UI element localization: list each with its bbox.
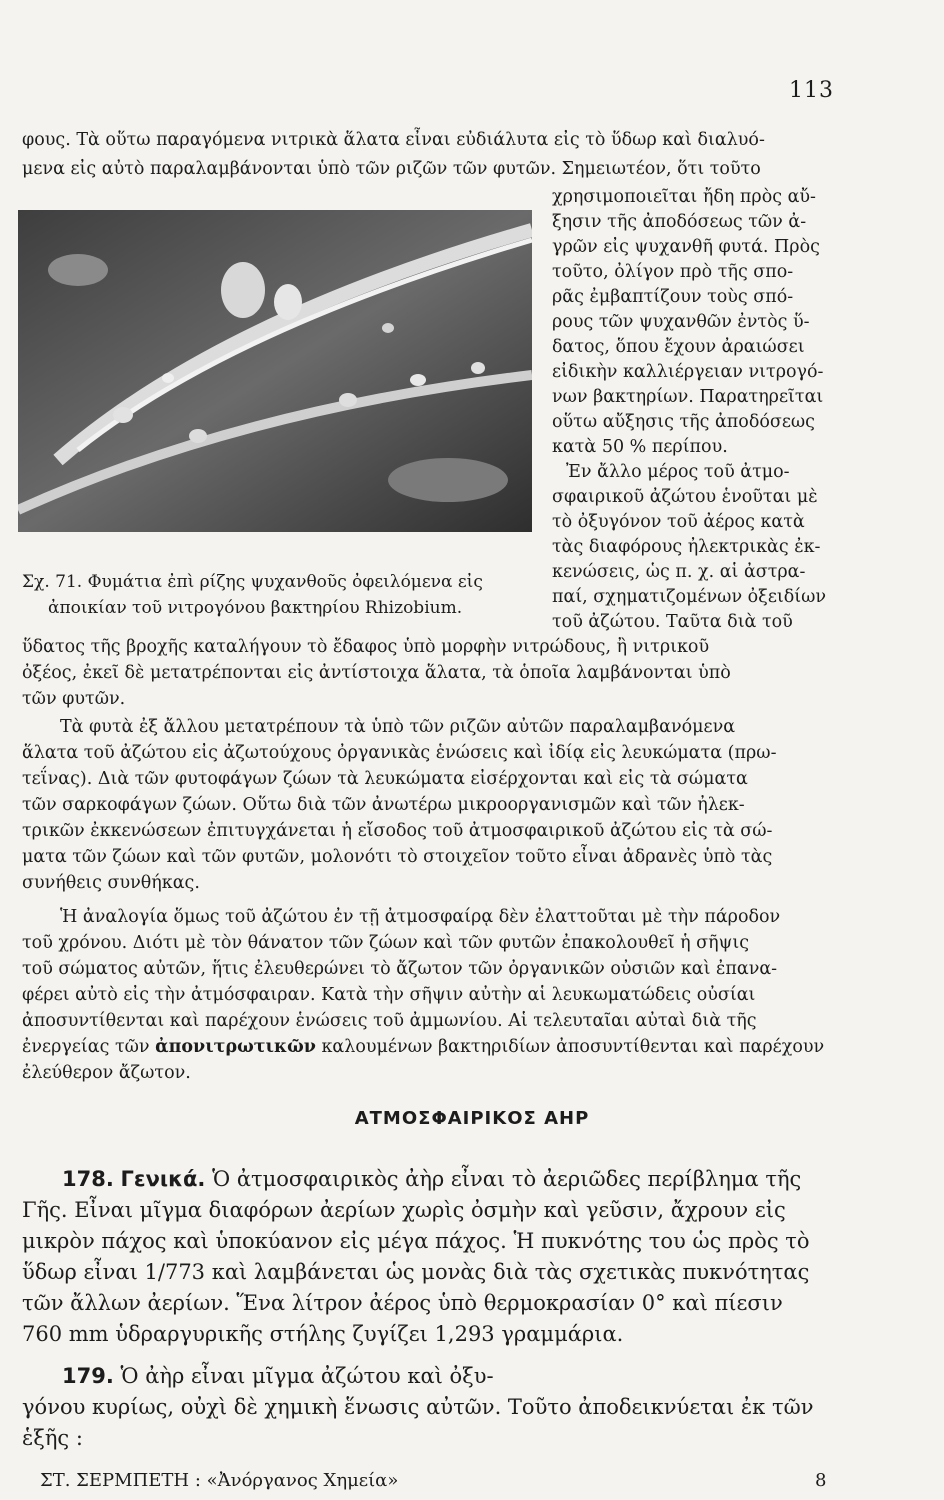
text-line: ἐλεύθερον ἄζωτον. bbox=[22, 1063, 191, 1083]
text-line: τὸ ὀξυγόνον τοῦ ἀέρος κατὰ bbox=[552, 512, 805, 532]
text-line: Τὰ φυτὰ ἐξ ἄλλου μετατρέπουν τὰ ὑπὸ τῶν ριζῶν αὐτῶν παραλαμβανόμενα bbox=[60, 717, 736, 737]
text-line: νων βακτηρίων. Παρατηρεῖται bbox=[552, 387, 824, 407]
figure-root-nodules-photo bbox=[18, 210, 532, 532]
text-line: παί, σχηματιζομένων ὀξειδίων bbox=[552, 587, 827, 607]
text-line bbox=[62, 1165, 801, 1193]
caption-line: Σχ. 71. Φυμάτια ἐπὶ ρίζης ψυχανθοῦς ὀφειλόμενα εἰς bbox=[22, 572, 483, 592]
text-line: φους. Τὰ οὕτω παραγόμενα νιτρικὰ ἅλατα εἶναι εὐδιάλυτα εἰς τὸ ὕδωρ καὶ διαλυό- bbox=[22, 130, 765, 150]
text-line: σφαιρικοῦ ἀζώτου ἑνοῦται μὲ bbox=[552, 487, 818, 507]
text-line: ὕδωρ εἶναι 1/773 καὶ λαμβάνεται ὡς μονὰς διὰ τὰς σχετικὰς πυκνότητας bbox=[22, 1260, 810, 1284]
text-line: κενώσεις, ὡς π. χ. αἱ ἀστρα- bbox=[552, 562, 806, 582]
text-line: τὰς διαφόρους ἠλεκτρικὰς ἐκ- bbox=[552, 537, 821, 557]
text-line: οὕτω αὔξησις τῆς ἀποδόσεως bbox=[552, 412, 815, 432]
text-span: καλουμένων βακτηριδίων ἀποσυντίθενται καὶ παρέχουν bbox=[315, 1037, 825, 1057]
caption-line: ἀποικίαν τοῦ νιτρογόνου βακτηρίου Rhizobium. bbox=[48, 598, 463, 618]
text-line: χρησιμοποιεῖται ἤδη πρὸς αὔ- bbox=[552, 187, 816, 207]
text-line: τῶν φυτῶν. bbox=[22, 689, 126, 709]
text-line: τοῦ χρόνου. Διότι μὲ τὸν θάνατον τῶν ζώων καὶ τῶν φυτῶν ἐπακολουθεῖ ἡ σῆψις bbox=[22, 933, 749, 953]
text-line: δατος, ὅπου ἔχουν ἀραιώσει bbox=[552, 337, 805, 357]
text-span: Ὁ ἀὴρ εἶναι μῖγμα ἀζώτου καὶ ὀξυ- bbox=[120, 1364, 494, 1388]
text-line: φέρει αὐτὸ εἰς τὴν ἀτμόσφαιραν. Κατὰ τὴν σῆψιν αὐτὴν αἱ λευκωματώδεις οὐσίαι bbox=[22, 985, 756, 1005]
section-heading: ΑΤΜΟΣΦΑΙΡΙΚΟΣ ΑΗΡ bbox=[354, 1108, 590, 1129]
text-line: ρους τῶν ψυχανθῶν ἐντὸς ὕ- bbox=[552, 312, 810, 332]
text-line: ἑξῆς : bbox=[22, 1426, 83, 1450]
page-number: 113 bbox=[789, 78, 834, 103]
footer-signature-number: 8 bbox=[815, 1470, 827, 1491]
text-line: 760 mm ὑδραργυρικῆς στήλης ζυγίζει 1,293 γραμμάρια. bbox=[22, 1322, 624, 1346]
text-line: τοῦ σώματος αὐτῶν, ἥτις ἐλευθερώνει τὸ ἄζωτον τῶν ὀργανικῶν οὐσιῶν καὶ ἐπανα- bbox=[22, 959, 778, 979]
text-line: τῶν σαρκοφάγων ζώων. Οὕτω διὰ τῶν ἀνωτέρω μικροοργανισμῶν καὶ τῶν ἠλεκ- bbox=[22, 795, 745, 815]
text-line: μικρὸν πάχος καὶ ὑποκύανον εἰς μέγα πάχος. Ἡ πυκνότης του ὡς πρὸς τὸ bbox=[22, 1229, 810, 1253]
text-span: Ὁ ἀτμοσφαιρικὸς ἀὴρ εἶναι τὸ ἀεριῶδες περίβλημα τῆς bbox=[212, 1167, 802, 1191]
text-line: ὕδατος τῆς βροχῆς καταλήγουν τὸ ἔδαφος ὑπὸ μορφὴν νιτρώδους, ἢ νιτρικοῦ bbox=[22, 637, 710, 657]
section-number: 179. bbox=[62, 1364, 114, 1388]
text-line: ξησιν τῆς ἀποδόσεως τῶν ἀ- bbox=[552, 212, 807, 232]
text-line: τοῦτο, ὀλίγον πρὸ τῆς σπο- bbox=[552, 262, 794, 282]
text-line: τῶν ἄλλων ἀερίων. Ἕνα λίτρον ἀέρος ὑπὸ θερμοκρασίαν 0° καὶ πίεσιν bbox=[22, 1291, 783, 1315]
text-line: Ἡ ἀναλογία ὅμως τοῦ ἀζώτου ἐν τῇ ἀτμοσφαίρᾳ δὲν ἐλαττοῦται μὲ τὴν πάροδον bbox=[60, 907, 781, 927]
bold-term: ἀπονιτρωτικῶν bbox=[155, 1037, 316, 1057]
text-line: τρικῶν ἐκκενώσεων ἐπιτυγχάνεται ἡ εἴσοδος τοῦ ἀτμοσφαιρικοῦ ἀζώτου εἰς τὰ σώ- bbox=[22, 821, 773, 841]
text-line: τοῦ ἀζώτου. Ταῦτα διὰ τοῦ bbox=[552, 612, 793, 632]
text-line: Γῆς. Εἶναι μῖγμα διαφόρων ἀερίων χωρὶς ὀσμὴν καὶ γεῦσιν, ἄχρουν εἰς bbox=[22, 1198, 786, 1222]
text-line: ματα τῶν ζώων καὶ τῶν φυτῶν, μολονότι τὸ στοιχεῖον τοῦτο εἶναι ἀδρανὲς ὑπὸ τὰς bbox=[22, 847, 773, 867]
section-number: 178. bbox=[62, 1167, 114, 1191]
text-line: γρῶν εἰς ψυχανθῆ φυτά. Πρὸς bbox=[552, 237, 820, 257]
text-line: ρᾶς ἐμβαπτίζουν τοὺς σπό- bbox=[552, 287, 794, 307]
text-line: ἀποσυντίθενται καὶ παρέχουν ἑνώσεις τοῦ ἀμμωνίου. Αἱ τελευταῖαι αὐταὶ διὰ τῆς bbox=[22, 1011, 757, 1031]
text-span: ἐνεργείας τῶν bbox=[22, 1037, 156, 1057]
text-line: ἅλατα τοῦ ἀζώτου εἰς ἀζωτούχους ὀργανικὰς ἑνώσεις καὶ ἰδίᾳ εἰς λευκώματα (πρω- bbox=[22, 743, 777, 763]
text-line: Ἐν ἄλλο μέρος τοῦ ἀτμο- bbox=[566, 462, 790, 482]
text-line: εἰδικὴν καλλιέργειαν νιτρογό- bbox=[552, 362, 824, 382]
text-line bbox=[62, 1362, 494, 1390]
footer-book-title: ΣΤ. ΣΕΡΜΠΕΤΗ : «Ἀνόργανος Χημεία» bbox=[40, 1470, 399, 1491]
text-line: μενα εἰς αὐτὸ παραλαμβάνονται ὑπὸ τῶν ριζῶν τῶν φυτῶν. Σημειωτέον, ὅτι τοῦτο bbox=[22, 159, 761, 179]
text-line: συνήθεις συνθήκας. bbox=[22, 873, 200, 893]
text-line: τεΐνας). Διὰ τῶν φυτοφάγων ζώων τὰ λευκώματα εἰσέρχονται καὶ εἰς τὰ σώματα bbox=[22, 769, 748, 789]
text-line: ὀξέος, ἐκεῖ δὲ μετατρέπονται εἰς ἀντίστοιχα ἅλατα, τὰ ὁποῖα λαμβάνονται ὑπὸ bbox=[22, 663, 731, 683]
text-line bbox=[22, 1035, 824, 1059]
section-title: Γενικά. bbox=[120, 1167, 206, 1191]
text-line: γόνου κυρίως, οὐχὶ δὲ χημικὴ ἕνωσις αὐτῶν. Τοῦτο ἀποδεικνύεται ἐκ τῶν bbox=[22, 1395, 814, 1419]
text-line: κατὰ 50 % περίπου. bbox=[552, 437, 728, 457]
